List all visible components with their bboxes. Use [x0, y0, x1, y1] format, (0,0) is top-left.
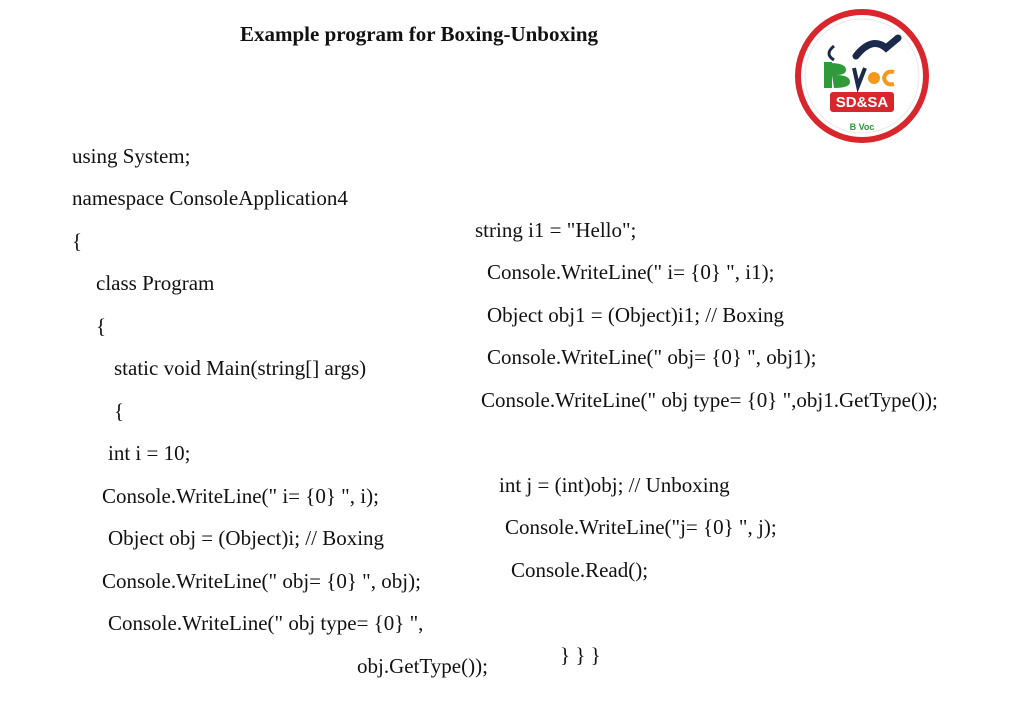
code-line: {: [114, 399, 125, 423]
closing-braces: } } }: [560, 643, 601, 667]
code-line: Console.WriteLine("j= {0} ", j);: [505, 515, 777, 539]
code-line: using System;: [72, 144, 191, 168]
logo-emblem-icon: [794, 8, 930, 144]
logo-letters: B Voc: [849, 122, 875, 132]
code-line: Console.Read();: [511, 558, 649, 582]
code-line: namespace ConsoleApplication4: [72, 186, 348, 210]
code-line: Console.WriteLine(" i= {0} ", i);: [102, 484, 379, 508]
code-line: Console.WriteLine(" obj type= {0} ",obj1.GetType());: [481, 388, 938, 412]
code-line: class Program: [96, 271, 215, 295]
code-line: {: [72, 229, 83, 253]
code-line: Object obj1 = (Object)i1; // Boxing: [487, 303, 785, 327]
code-line: Console.WriteLine(" obj type= {0} ",: [108, 611, 424, 635]
code-line: Console.WriteLine(" obj= {0} ", obj);: [102, 569, 421, 593]
code-line: obj.GetType());: [357, 654, 488, 678]
code-line: Object obj = (Object)i; // Boxing: [108, 526, 385, 550]
code-line: string i1 = "Hello";: [475, 218, 637, 242]
logo-org-text: SD&SA: [835, 94, 889, 111]
code-line: int i = 10;: [108, 441, 191, 465]
slide-title: Example program for Boxing-Unboxing: [240, 22, 599, 46]
logo: [794, 8, 930, 144]
code-line: Console.WriteLine(" obj= {0} ", obj1);: [487, 345, 817, 369]
code-line: {: [96, 314, 107, 338]
code-line: Console.WriteLine(" i= {0} ", i1);: [487, 260, 775, 284]
code-line: static void Main(string[] args): [114, 356, 367, 380]
code-line: int j = (int)obj; // Unboxing: [499, 473, 730, 497]
